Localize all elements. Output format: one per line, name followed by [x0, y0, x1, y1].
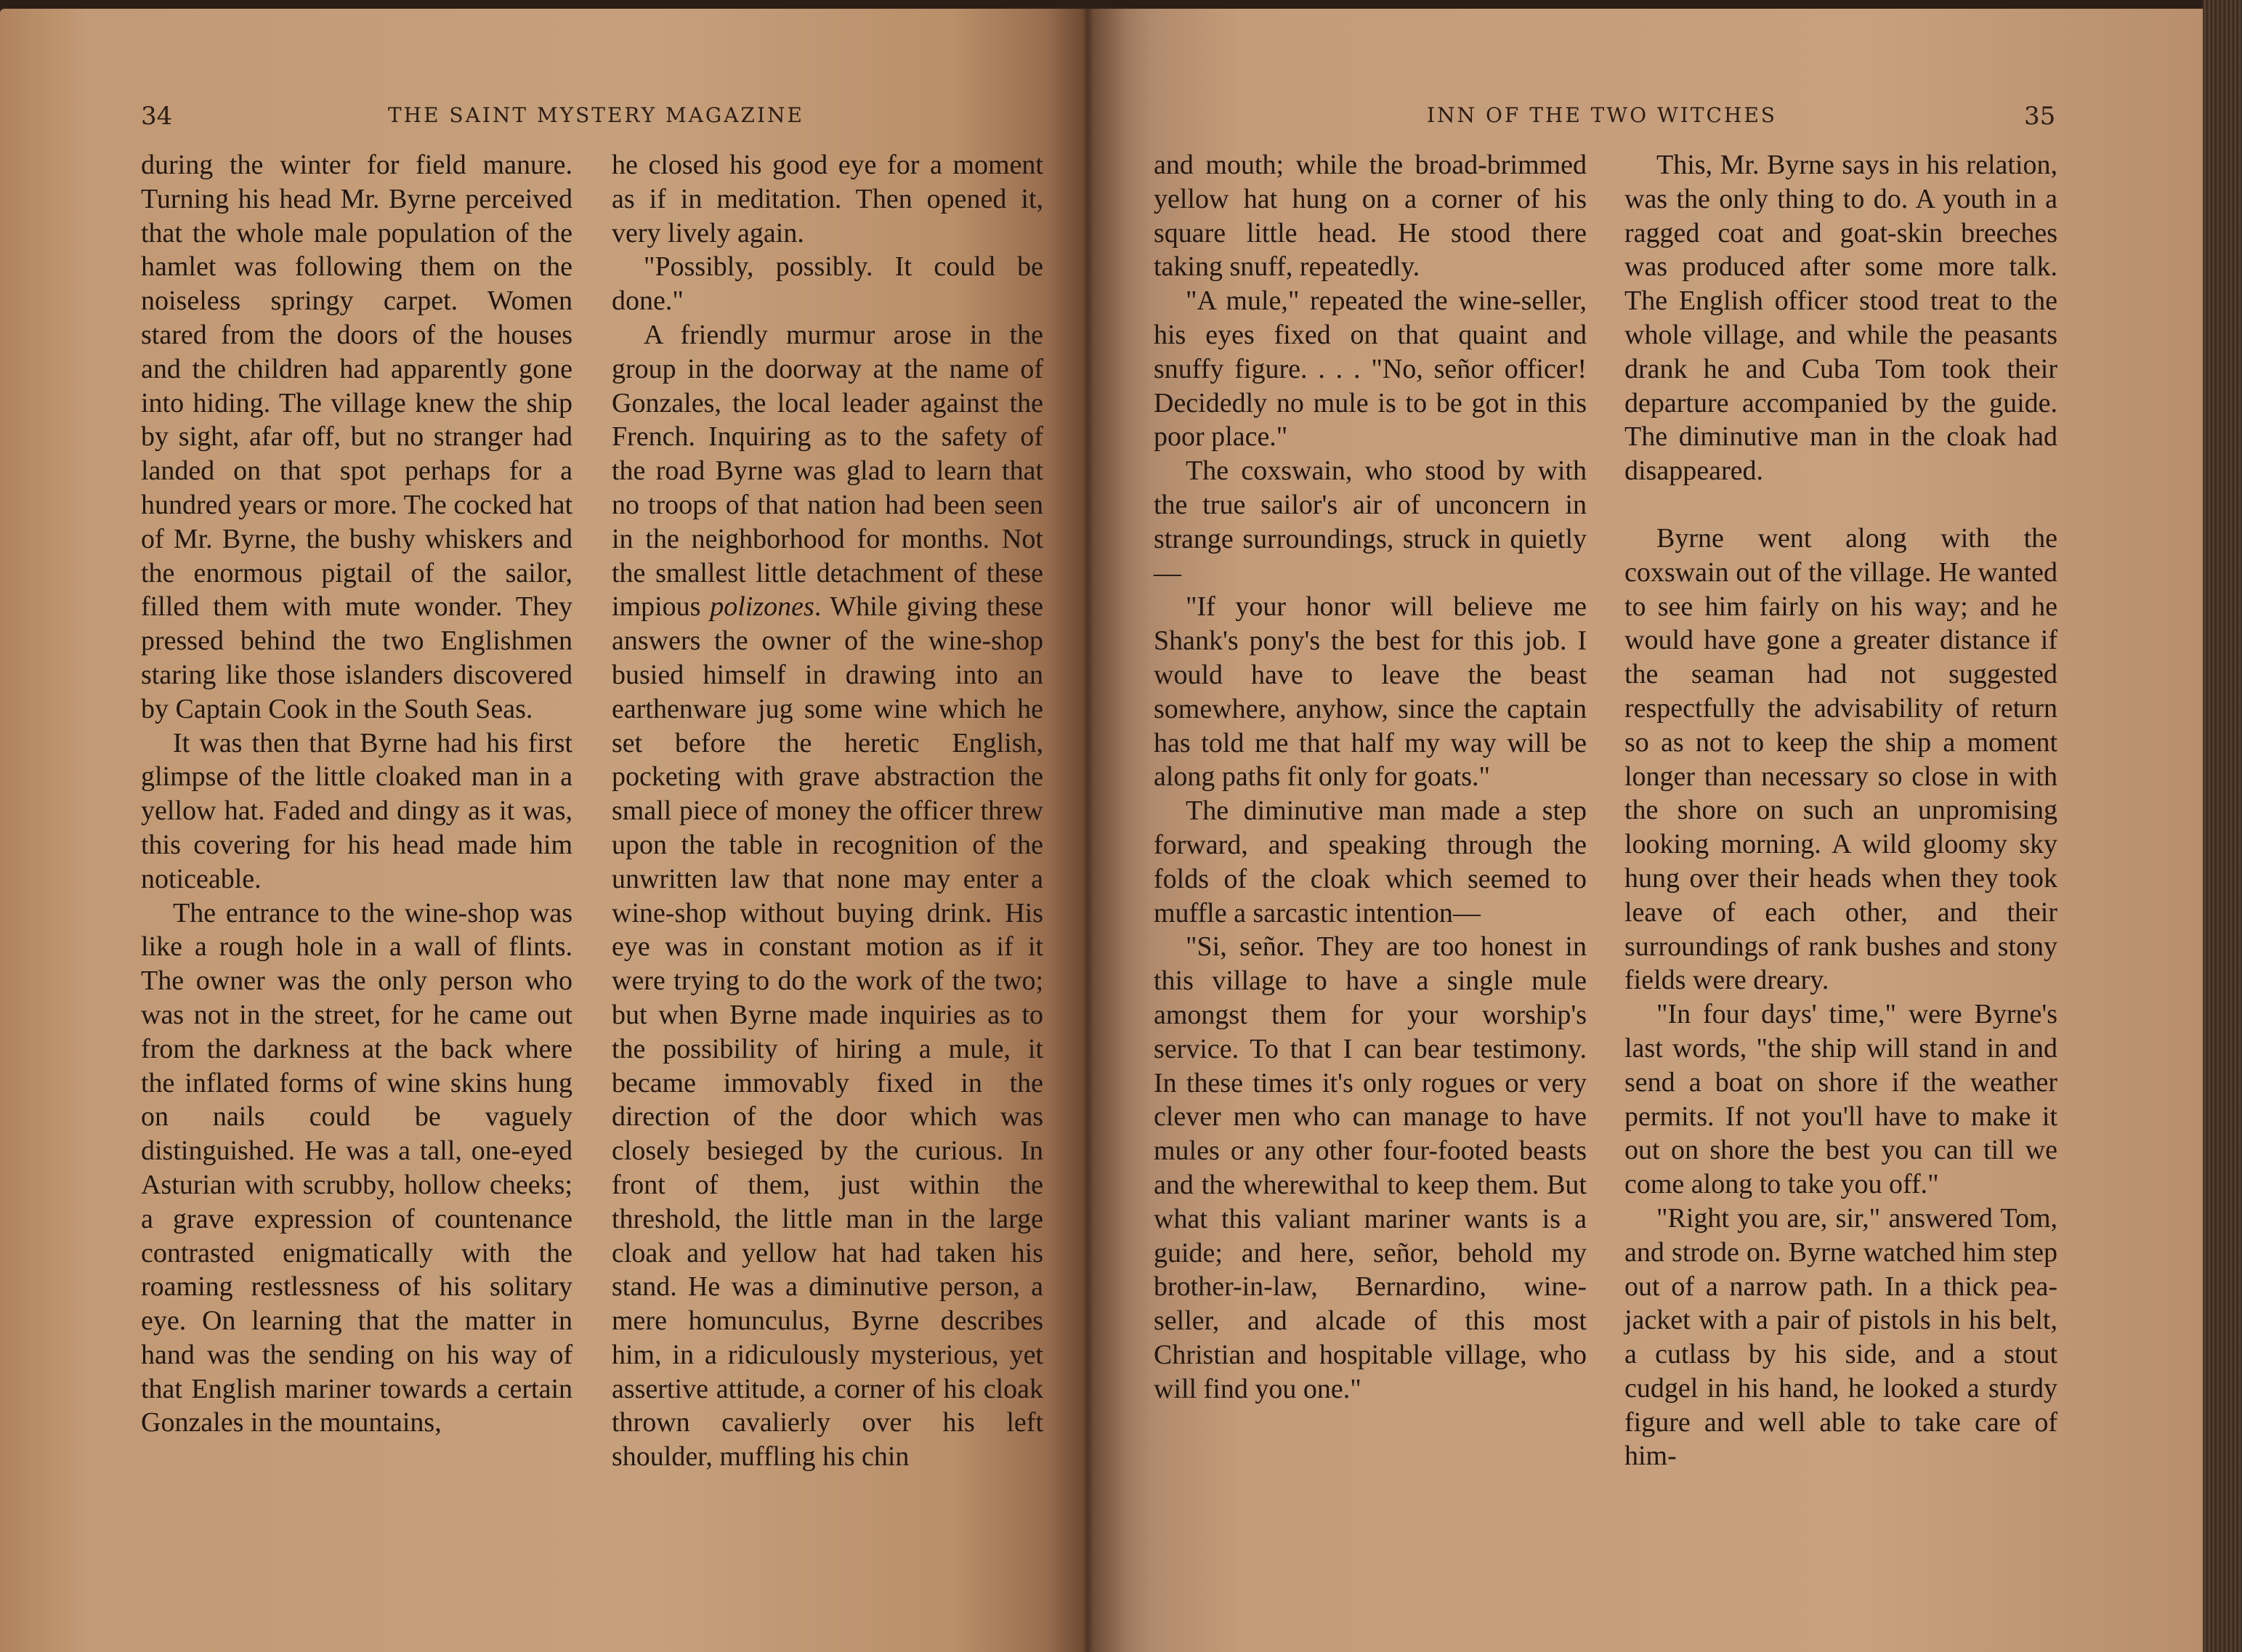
left-column-1 [141, 148, 572, 1440]
italic-word: polizones [710, 591, 814, 623]
paragraph: A friendly murmur arose in the group in the doorway at the name of Gonzales, the local leader against the French. Inquiring as to the safety of the road Byrne was glad to learn that no troops of that nation had been seen in the neighborhood for months. Not the smallest little detachment of these impious polizones. While giving these answers the owner of the wine-shop busied himself in drawing into an earthenware jug some wine which he set before the heretic English, pocketing with grave abstraction the small piece of money the officer threw upon the table in recognition of the unwritten law that none may enter a wine-shop without buying drink. His eye was in constant motion as if it were trying to do the work of the two; but when Byrne made inquiries as to the possibility of hiring a mule, it became immovably fixed in the direction of the door which was closely besieged by the curious. In front of them, just within the threshold, the little man in the large cloak and yellow hat had taken his stand. He was a diminutive person, a mere homunculus, Byrne describes him, in a ridiculously mysterious, yet assertive attitude, a corner of his cloak thrown cavalierly over his left shoulder, muffling his chin [612, 319, 1043, 1473]
right-column-2 [1624, 148, 2057, 1473]
paragraph: Byrne went along with the coxswain out of the village. He wanted to see him fairly on his way; and he would have gone a greater distance if the seaman had not suggested respectfully the advisability of return so as not to keep the ship a moment longer than necessary so close in with the shore on such an unpromising looking morning. A wild gloomy sky hung over their heads when they took leave of each other, and their surroundings of rank bushes and stony fields were dreary. [1624, 522, 2057, 996]
paragraph: "If your honor will believe me Shank's pony's the best for this job. I would have to leave the beast somewhere, anyhow, since the captain has told me that half my way will be along paths fit only for goats." [1154, 591, 1587, 793]
right-page-number: 35 [2024, 102, 2056, 131]
page-edges [2203, 0, 2242, 1652]
paragraph: "Right you are, sir," answered Tom, and strode on. Byrne watched him step out of a narrow path. In a thick pea-jacket with a pair of pistols in his belt, a cutlass by his side, and a stout cudgel in his hand, he looked a sturdy figure and well able to take care of him- [1624, 1202, 2057, 1472]
paragraph: "A mule," repeated the wine-seller, his eyes fixed on that quaint and snuffy figure. . . . "No, señor officer! Decidedly no mule is to be got in this poor place." [1154, 286, 1587, 453]
right-running-head: INN OF THE TWO WITCHES [1427, 103, 1777, 127]
paragraph: "Possibly, possibly. It could be done." [612, 251, 1043, 317]
paragraph: "Si, señor. They are too honest in this village to have a single mule amongst them for your worship's service. To that I can bear testimony. In these times it's only rogues or very clever men who can manage to have mules or any other four-footed beasts and the wherewithal to keep them. But what this valiant mariner wants is a guide; and here, señor, behold my brother-in-law, Bernardino, wine-seller, and alcade of this most Christian and hospitable village, who will find you one." [1154, 931, 1587, 1404]
paragraph: "In four days' time," were Byrne's last words, "the ship will stand in and send a boat on shore if the weather permits. If not you'll have to make it out on shore the best you can till we come along to take you off." [1624, 999, 2057, 1200]
paragraph: and mouth; while the broad-brimmed yellow hat hung on a corner of his square little head. He stood there taking snuff, repeatedly. [1154, 150, 1587, 283]
paragraph: The diminutive man made a step forward, and speaking through the folds of the cloak which seemed to muffle a sarcastic intention— [1154, 795, 1587, 928]
paragraph: This, Mr. Byrne says in his relation, was the only thing to do. A youth in a ragged coat and goat-skin breeches was produced after some more talk. The English officer stood treat to the whole village, and while the peasants drank he and Cuba Tom took their departure accompanied by the guide. The diminutive man in the cloak had disappeared. [1624, 150, 2057, 487]
paragraph: It was then that Byrne had his first glimpse of the little cloaked man in a yellow hat. Faded and dingy as it was, this covering for his head made him noticeable. [141, 727, 572, 894]
right-column-1 [1154, 148, 1587, 1406]
paragraph: The entrance to the wine-shop was like a rough hole in a wall of flints. The owner was the only person who was not in the street, for he came out from the darkness at the back where the inflated forms of wine skins hung on nails could be vaguely distinguished. He was a tall, one-eyed Asturian with scrubby, hollow cheeks; a grave expression of countenance contrasted enigmatically with the roaming restlessness of his solitary eye. On learning that the matter in hand was the sending on his way of that English mariner towards a certain Gonzales in the mountains, [141, 897, 572, 1438]
paragraph: The coxswain, who stood by with the true sailor's air of unconcern in strange surroundings, struck in quietly— [1154, 455, 1587, 588]
left-page-number: 34 [141, 102, 173, 131]
book-gutter [1046, 9, 1126, 1652]
left-running-head: THE SAINT MYSTERY MAGAZINE [388, 103, 804, 127]
paragraph: he closed his good eye for a moment as if in meditation. Then opened it, very lively again. [612, 150, 1043, 248]
paragraph: during the winter for field manure. Turning his head Mr. Byrne perceived that the whole male population of the hamlet was following them on the noiseless springy carpet. Women stared from the doors of the houses and the children had apparently gone into hiding. The village knew the ship by sight, afar off, but no stranger had landed on that spot perhaps for a hundred years or more. The cocked hat of Mr. Byrne, the bushy whiskers and the enormous pigtail of the sailor, filled them with mute wonder. They pressed behind the two Englishmen staring like those islanders discovered by Captain Cook in the South Seas. [141, 150, 572, 724]
left-column-2 [612, 148, 1043, 1474]
